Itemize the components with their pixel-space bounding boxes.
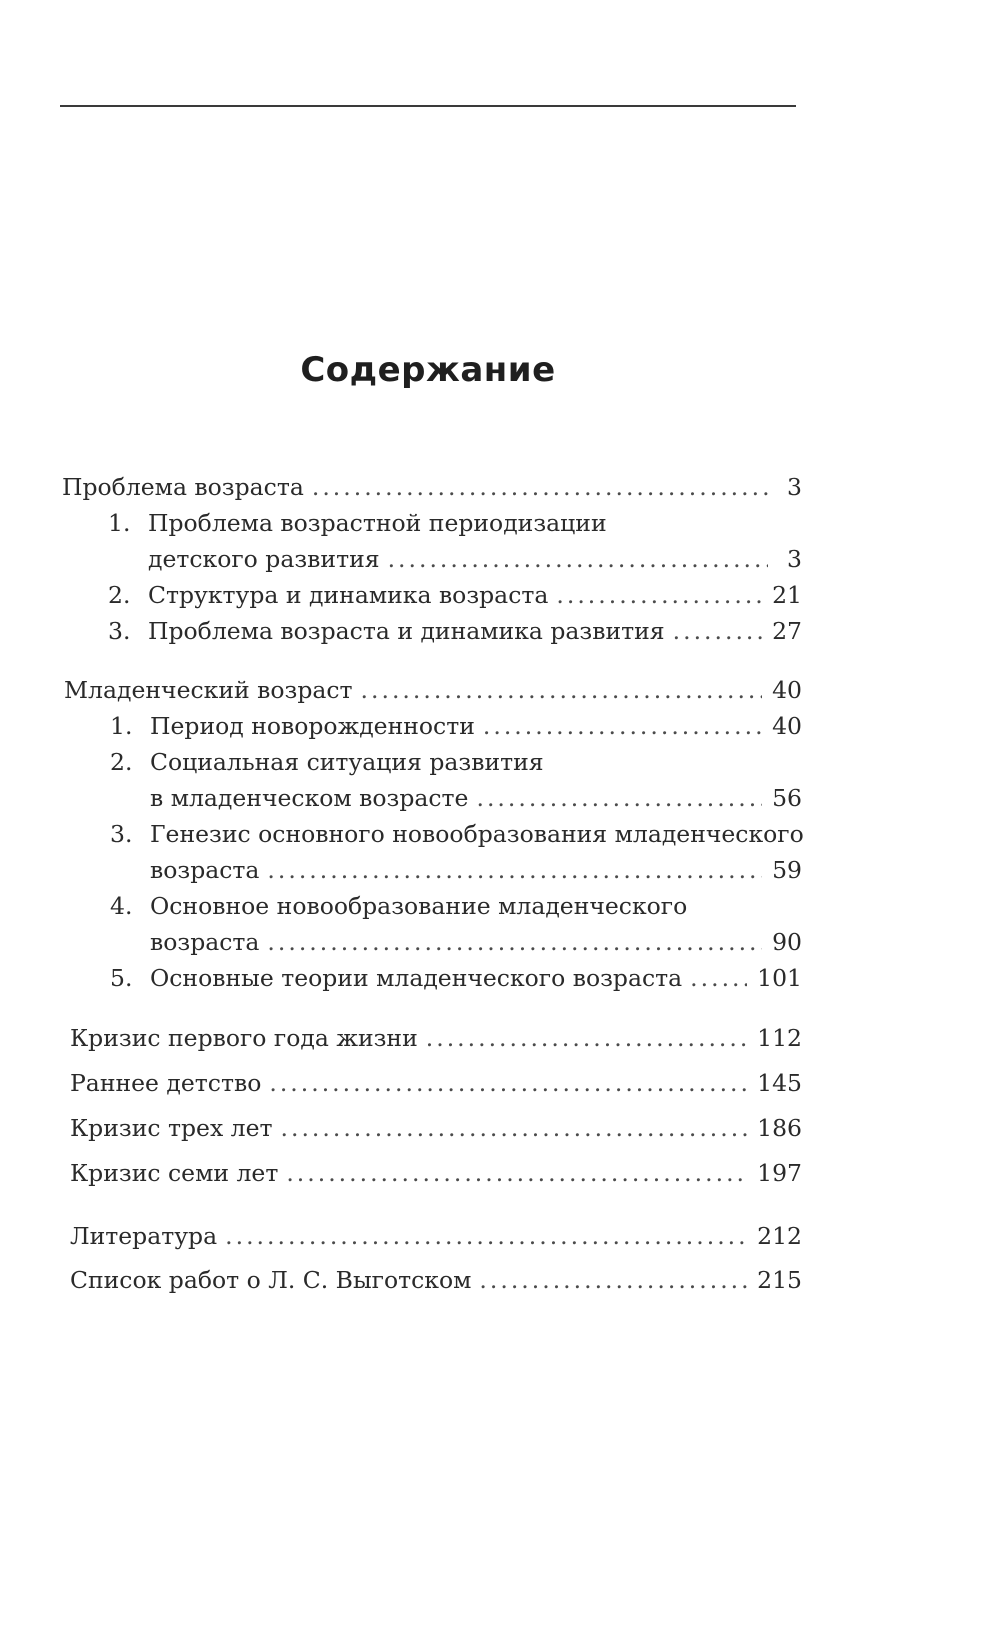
toc-entry-subsection[interactable] [110,747,544,777]
toc-entry-page: 90 [772,928,802,956]
dot-leader [281,1113,748,1143]
dot-leader [286,1158,747,1188]
toc-entry-number: 2. [108,581,131,609]
dot-leader [673,616,762,646]
toc-entry-page: 56 [772,784,802,812]
toc-entry-label: Основное новообразование младенческого [150,892,688,920]
toc-entry-page: 215 [757,1266,802,1294]
toc-entry-label: Период новорожденности [150,712,475,740]
dot-leader [269,1068,747,1098]
dot-leader [225,1221,747,1251]
dot-leader [690,963,747,993]
toc-entry-label: детского развития [148,545,380,573]
toc-entry-label: Проблема возраста и динамика развития [148,617,665,645]
dot-leader [267,855,762,885]
toc-entry-label: Младенческий возраст [64,676,353,704]
toc-entry-subsection-continued[interactable] [150,855,802,885]
toc-entry-label: возраста [150,928,260,956]
toc-entry-subsection-continued[interactable] [150,927,802,957]
toc-entry-number: 5. [110,964,133,992]
toc-entry-back-matter[interactable] [70,1265,802,1295]
toc-entry-label: Социальная ситуация развития [150,748,544,776]
toc-entry-label: Литература [70,1222,218,1250]
toc-entry-page: 3 [787,473,802,501]
toc-entry-back-matter[interactable] [70,1221,802,1251]
toc-entry-subsection-continued[interactable] [150,783,802,813]
dot-leader [312,472,768,502]
dot-leader [479,1265,747,1295]
toc-entry-page: 21 [772,581,802,609]
toc-entry-number: 3. [110,820,133,848]
toc-entry-subsection[interactable] [108,616,802,646]
dot-leader [361,675,763,705]
toc-entry-subsection[interactable] [110,711,802,741]
toc-entry-label: Генезис основного новообразования младенческого [150,820,804,848]
toc-entry-label: в младенческом возрасте [150,784,469,812]
toc-entry-label: Структура и динамика возраста [148,581,549,609]
toc-entry-chapter[interactable] [70,1158,802,1188]
toc-entry-page: 197 [757,1159,802,1187]
toc-entry-subsection[interactable] [110,819,804,849]
toc-entry-page: 40 [772,676,802,704]
toc-entry-number: 4. [110,892,133,920]
toc-entry-page: 101 [757,964,802,992]
toc-entry-label: Раннее детство [70,1069,262,1097]
toc-entry-label: возраста [150,856,260,884]
toc-entry-chapter[interactable] [70,1023,802,1053]
toc-entry-page: 59 [772,856,802,884]
dot-leader [426,1023,747,1053]
toc-entry-label: Список работ о Л. С. Выготском [70,1266,472,1294]
toc-entry-subsection[interactable] [108,508,607,538]
dot-leader [483,711,762,741]
toc-entry-number: 1. [108,509,131,537]
toc-entry-page: 212 [757,1222,802,1250]
toc-entry-page: 27 [772,617,802,645]
toc-entry-label: Кризис трех лет [70,1114,273,1142]
dot-leader [556,580,762,610]
toc-entry-number: 1. [110,712,133,740]
toc-entry-section[interactable] [62,472,802,502]
toc-entry-label: Кризис семи лет [70,1159,279,1187]
toc-entry-label: Проблема возрастной периодизации [148,509,607,537]
toc-entry-page: 40 [772,712,802,740]
toc-entry-subsection[interactable] [110,963,802,993]
toc-entry-label: Основные теории младенческого возраста [150,964,683,992]
toc-entry-chapter[interactable] [70,1068,802,1098]
toc-entry-label: Кризис первого года жизни [70,1024,418,1052]
toc-entry-section[interactable] [64,675,802,705]
toc-entry-page: 186 [757,1114,802,1142]
toc-entry-subsection[interactable] [108,580,802,610]
dot-leader [476,783,762,813]
toc-entry-page: 112 [757,1024,802,1052]
toc-entry-number: 2. [110,748,133,776]
toc-entry-subsection-continued[interactable] [148,544,802,574]
dot-leader [267,927,762,957]
dot-leader [388,544,768,574]
top-rule [60,105,796,107]
toc-entry-page: 3 [787,545,802,573]
toc-entry-subsection[interactable] [110,891,687,921]
page-title: Содержание [300,350,556,390]
toc-entry-label: Проблема возраста [62,473,304,501]
toc-entry-number: 3. [108,617,131,645]
toc-entry-chapter[interactable] [70,1113,802,1143]
toc-entry-page: 145 [757,1069,802,1097]
